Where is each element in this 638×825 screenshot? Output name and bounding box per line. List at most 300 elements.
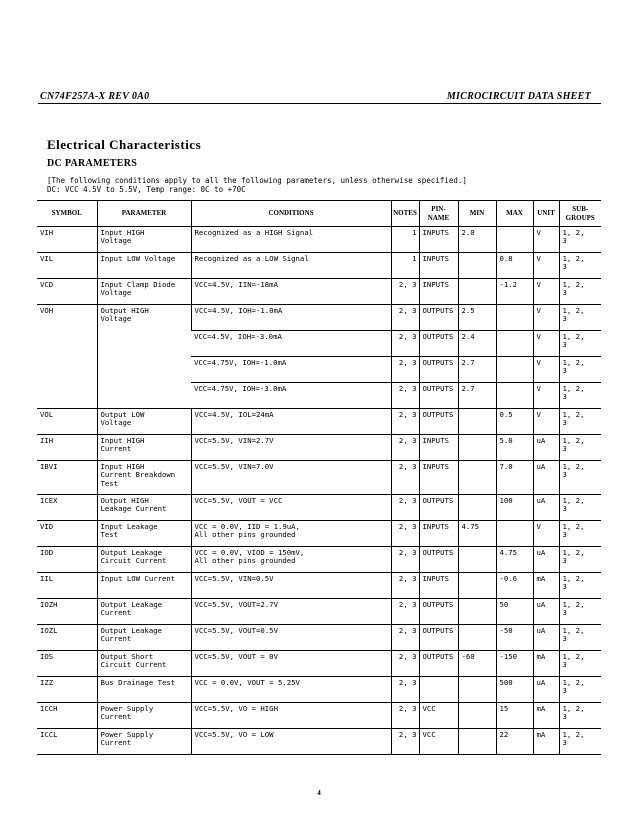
parameter-line-2: Current: [100, 738, 132, 748]
subgroups-line-1: 1, 2,: [562, 280, 585, 289]
subgroups-line-2: 3: [562, 712, 567, 722]
conditions-line-1: VCC=4.5V, IOH=-1.0mA: [194, 306, 283, 315]
cell-subgroups: [559, 599, 601, 625]
parameter-line-2: Current: [100, 634, 132, 644]
cell-max: [496, 495, 533, 521]
cell-notes: [391, 227, 419, 253]
pin-name-text: OUTPUTS: [422, 332, 454, 341]
table-row: [37, 305, 601, 331]
cell-symbol: [37, 521, 97, 547]
parameter-line-2: Current: [100, 444, 132, 454]
cell-pin-name: [419, 227, 458, 253]
cell-unit: [533, 435, 559, 461]
conditions-line-1: VCC = 0.0V, IID = 1.9uA,: [194, 522, 300, 531]
cell-max: [496, 253, 533, 279]
cell-subgroups: [559, 461, 601, 495]
notes-text: 1: [412, 254, 417, 263]
cell-symbol: [37, 703, 97, 729]
subgroups-line-2: 3: [562, 634, 567, 644]
unit-text: V: [536, 522, 541, 531]
cell-parameter: [97, 573, 191, 599]
table-row: [37, 729, 601, 755]
unit-text: mA: [536, 652, 546, 661]
notes-text: 1: [412, 228, 417, 237]
parameter-line-1: Input HIGH: [100, 436, 145, 445]
cell-min: [458, 573, 496, 599]
header-pin-name-line-2: NAME: [427, 213, 450, 222]
cell-unit: [533, 383, 559, 409]
conditions-line-1: VCC = 0.0V, VIOD = 150mV,: [194, 548, 305, 557]
header-max: MAX: [496, 201, 533, 227]
cell-max: [496, 331, 533, 357]
cell-subgroups: [559, 227, 601, 253]
cell-min: [458, 677, 496, 703]
max-text: 5.0: [499, 436, 513, 445]
conditions-line-1: VCC=4.75V, IOH=-3.0mA: [194, 384, 287, 393]
cell-max: [496, 279, 533, 305]
pin-name-text: OUTPUTS: [422, 652, 454, 661]
table-row: [37, 703, 601, 729]
table-row: [37, 461, 601, 495]
symbol-text: IOD: [40, 548, 54, 557]
cell-pin-name: [419, 357, 458, 383]
cell-parameter: [97, 729, 191, 755]
symbol-text: IIL: [40, 574, 54, 583]
cell-parameter: [97, 599, 191, 625]
subgroups-line-1: 1, 2,: [562, 254, 585, 263]
cell-symbol: [37, 253, 97, 279]
min-text: 2.7: [461, 384, 475, 393]
cell-pin-name: [419, 651, 458, 677]
header-unit: UNIT: [533, 201, 559, 227]
parameter-line-1: Input Clamp Diode: [100, 280, 176, 289]
max-text: 15: [499, 704, 509, 713]
table-row: [37, 495, 601, 521]
cell-symbol: [37, 677, 97, 703]
cell-max: [496, 521, 533, 547]
cell-pin-name: [419, 383, 458, 409]
cell-subgroups: [559, 703, 601, 729]
subgroups-line-1: 1, 2,: [562, 410, 585, 419]
cell-parameter: [97, 227, 191, 253]
cell-min: [458, 331, 496, 357]
conditions-line-1: VCC=4.5V, IIN=-18mA: [194, 280, 278, 289]
header-min: MIN: [458, 201, 496, 227]
cell-pin-name: [419, 599, 458, 625]
cell-min: [458, 409, 496, 435]
notes-text: 2, 3: [398, 384, 417, 393]
parameter-line-2: Test: [100, 530, 119, 540]
conditions-line-1: VCC=5.5V, VOUT = 0V: [194, 652, 278, 661]
parameter-line-1: Output HIGH: [100, 496, 149, 505]
cell-pin-name: [419, 573, 458, 599]
cell-unit: [533, 547, 559, 573]
table-row: [37, 521, 601, 547]
pin-name-text: INPUTS: [422, 280, 449, 289]
cell-symbol: [37, 227, 97, 253]
cell-max: [496, 409, 533, 435]
symbol-text: ICEX: [40, 496, 58, 505]
cell-subgroups: [559, 521, 601, 547]
cell-notes: [391, 357, 419, 383]
cell-parameter: [97, 625, 191, 651]
cell-conditions: [191, 495, 391, 521]
symbol-text: IIH: [40, 436, 54, 445]
cell-notes: [391, 625, 419, 651]
cell-min: [458, 703, 496, 729]
cell-unit: [533, 227, 559, 253]
cell-parameter: [97, 495, 191, 521]
unit-text: V: [536, 384, 541, 393]
cell-min: [458, 461, 496, 495]
subgroups-line-1: 1, 2,: [562, 358, 585, 367]
conditions-line-1: Recognized as a HIGH Signal: [194, 228, 314, 237]
cell-pin-name: [419, 677, 458, 703]
pin-name-text: OUTPUTS: [422, 548, 454, 557]
unit-text: V: [536, 332, 541, 341]
subgroups-line-2: 3: [562, 262, 567, 272]
pin-name-text: OUTPUTS: [422, 384, 454, 393]
parameter-line-1: Output Leakage: [100, 548, 163, 557]
pin-name-text: INPUTS: [422, 254, 449, 263]
table-row: [37, 573, 601, 599]
cell-notes: [391, 651, 419, 677]
parameter-line-2: Circuit Current: [100, 556, 167, 566]
pin-name-text: INPUTS: [422, 574, 449, 583]
cell-symbol: [37, 625, 97, 651]
table-row: [37, 435, 601, 461]
max-text: 500: [499, 678, 513, 687]
cell-symbol: [37, 651, 97, 677]
table-row: [37, 599, 601, 625]
cell-pin-name: [419, 305, 458, 331]
cell-max: [496, 729, 533, 755]
parameter-line-1: Power Supply: [100, 704, 154, 713]
table-row: [37, 547, 601, 573]
pin-name-text: OUTPUTS: [422, 410, 454, 419]
header-pin-name-line-1: PIN-: [431, 204, 446, 213]
cell-symbol: [37, 279, 97, 305]
parameter-line-1: Input HIGH: [100, 462, 145, 471]
subgroups-line-1: 1, 2,: [562, 332, 585, 341]
notes-text: 2, 3: [398, 678, 417, 687]
cell-parameter: [97, 279, 191, 305]
symbol-text: VIL: [40, 254, 54, 263]
cell-min: [458, 383, 496, 409]
cell-conditions: [191, 383, 391, 409]
max-text: 0.8: [499, 254, 513, 263]
cell-subgroups: [559, 409, 601, 435]
cell-max: [496, 461, 533, 495]
max-text: -1.2: [499, 280, 518, 289]
cell-conditions: [191, 461, 391, 495]
cell-max: [496, 573, 533, 599]
cell-min: [458, 495, 496, 521]
subgroups-line-1: 1, 2,: [562, 730, 585, 739]
parameter-line-1: Input HIGH: [100, 228, 145, 237]
cell-conditions: [191, 573, 391, 599]
parameter-line-2: Leakage Current: [100, 504, 167, 514]
subgroups-line-2: 3: [562, 470, 567, 480]
symbol-text: IOZH: [40, 600, 58, 609]
pin-name-text: INPUTS: [422, 228, 449, 237]
cell-pin-name: [419, 331, 458, 357]
cell-subgroups: [559, 573, 601, 599]
parameter-line-2: Current: [100, 608, 132, 618]
unit-text: V: [536, 254, 541, 263]
min-text: -60: [461, 652, 475, 661]
cell-unit: [533, 599, 559, 625]
cell-unit: [533, 703, 559, 729]
table-row: [37, 227, 601, 253]
document-header-title: CN74F257A-X REV 0A0: [40, 91, 150, 102]
cell-notes: [391, 521, 419, 547]
subgroups-line-2: 3: [562, 444, 567, 454]
symbol-text: IZZ: [40, 678, 54, 687]
cell-pin-name: [419, 409, 458, 435]
max-text: 22: [499, 730, 509, 739]
notes-text: 2, 3: [398, 600, 417, 609]
cell-unit: [533, 357, 559, 383]
cell-unit: [533, 331, 559, 357]
unit-text: uA: [536, 462, 546, 471]
cell-notes: [391, 383, 419, 409]
cell-subgroups: [559, 253, 601, 279]
cell-min: [458, 625, 496, 651]
header-notes: NOTES: [391, 201, 419, 227]
subgroups-line-2: 3: [562, 418, 567, 428]
cell-pin-name: [419, 625, 458, 651]
cell-min: [458, 521, 496, 547]
cell-pin-name: [419, 703, 458, 729]
min-text: 2.4: [461, 332, 475, 341]
subsection-title: DC PARAMETERS: [47, 158, 138, 169]
symbol-text: ICCL: [40, 730, 58, 739]
dc-parameters-table: [37, 200, 601, 755]
subgroups-line-1: 1, 2,: [562, 652, 585, 661]
cell-unit: [533, 495, 559, 521]
cell-pin-name: [419, 495, 458, 521]
cell-unit: [533, 461, 559, 495]
min-text: 2.7: [461, 358, 475, 367]
cell-min: [458, 227, 496, 253]
parameter-line-1: Input LOW Current: [100, 574, 176, 583]
cell-notes: [391, 279, 419, 305]
cell-max: [496, 651, 533, 677]
pin-name-text: OUTPUTS: [422, 306, 454, 315]
subgroups-line-2: 3: [562, 504, 567, 514]
subgroups-line-1: 1, 2,: [562, 548, 585, 557]
unit-text: uA: [536, 436, 546, 445]
cell-notes: [391, 547, 419, 573]
cell-conditions: [191, 227, 391, 253]
symbol-text: VID: [40, 522, 54, 531]
cell-min: [458, 279, 496, 305]
cell-unit: [533, 573, 559, 599]
conditions-line-1: VCC=4.75V, IOH=-1.0mA: [194, 358, 287, 367]
cell-max: [496, 677, 533, 703]
min-text: 2.0: [461, 228, 475, 237]
pin-name-text: OUTPUTS: [422, 496, 454, 505]
max-text: -150: [499, 652, 518, 661]
cell-max: [496, 547, 533, 573]
subgroups-line-2: 3: [562, 582, 567, 592]
conditions-line-1: VCC=4.5V, IOL=24mA: [194, 410, 274, 419]
page-number: 4: [317, 789, 321, 797]
max-text: 50: [499, 600, 509, 609]
parameter-line-1: Output HIGH: [100, 306, 149, 315]
cell-conditions: [191, 651, 391, 677]
max-text: 100: [499, 496, 513, 505]
pin-name-text: INPUTS: [422, 522, 449, 531]
cell-min: [458, 547, 496, 573]
cell-symbol: [37, 573, 97, 599]
cell-unit: [533, 279, 559, 305]
notes-text: 2, 3: [398, 496, 417, 505]
cell-parameter: [97, 461, 191, 495]
cell-subgroups: [559, 677, 601, 703]
cell-pin-name: [419, 521, 458, 547]
cell-parameter: [97, 547, 191, 573]
cell-parameter: [97, 409, 191, 435]
cell-subgroups: [559, 331, 601, 357]
unit-text: V: [536, 410, 541, 419]
notes-text: 2, 3: [398, 358, 417, 367]
parameter-line-2: Current: [100, 712, 132, 722]
parameter-line-2: Voltage: [100, 236, 132, 246]
subgroups-line-1: 1, 2,: [562, 600, 585, 609]
table-row: [37, 651, 601, 677]
cell-notes: [391, 703, 419, 729]
cell-pin-name: [419, 279, 458, 305]
cell-unit: [533, 625, 559, 651]
cell-max: [496, 599, 533, 625]
cell-max: [496, 227, 533, 253]
subgroups-line-2: 3: [562, 340, 567, 350]
symbol-text: ICCH: [40, 704, 58, 713]
parameter-line-2: Current Breakdown: [100, 470, 176, 480]
cell-pin-name: [419, 547, 458, 573]
cell-parameter: [97, 521, 191, 547]
conditions-line-1: VCC=5.5V, VIN=7.0V: [194, 462, 274, 471]
symbol-text: VCD: [40, 280, 54, 289]
header-conditions: CONDITIONS: [191, 201, 391, 227]
symbol-text: IBVI: [40, 462, 58, 471]
cell-pin-name: [419, 461, 458, 495]
unit-text: uA: [536, 496, 546, 505]
notes-text: 2, 3: [398, 410, 417, 419]
subgroups-line-2: 3: [562, 556, 567, 566]
notes-text: 2, 3: [398, 436, 417, 445]
table-header-row: [37, 201, 601, 227]
subgroups-line-2: 3: [562, 236, 567, 246]
unit-text: V: [536, 358, 541, 367]
subgroups-line-1: 1, 2,: [562, 496, 585, 505]
table-row: [37, 677, 601, 703]
cell-max: [496, 357, 533, 383]
subgroups-line-1: 1, 2,: [562, 704, 585, 713]
notes-text: 2, 3: [398, 626, 417, 635]
cell-conditions: [191, 305, 391, 331]
header-rule: [38, 103, 601, 104]
conditions-line-1: VCC=5.5V, VOUT=0.5V: [194, 626, 278, 635]
cell-subgroups: [559, 495, 601, 521]
cell-min: [458, 729, 496, 755]
cell-symbol: [37, 409, 97, 435]
subgroups-line-2: 3: [562, 530, 567, 540]
subgroups-line-2: 3: [562, 608, 567, 618]
cell-conditions: [191, 547, 391, 573]
subgroups-line-2: 3: [562, 738, 567, 748]
cell-symbol: [37, 547, 97, 573]
pin-name-text: INPUTS: [422, 436, 449, 445]
notes-text: 2, 3: [398, 306, 417, 315]
cell-conditions: [191, 729, 391, 755]
cell-unit: [533, 729, 559, 755]
cell-max: [496, 625, 533, 651]
cell-conditions: [191, 435, 391, 461]
cell-conditions: [191, 279, 391, 305]
cell-conditions: [191, 331, 391, 357]
cell-min: [458, 651, 496, 677]
cell-parameter: [97, 651, 191, 677]
parameter-line-1: Input LOW Voltage: [100, 254, 176, 263]
symbol-text: VIH: [40, 228, 54, 237]
parameter-line-1: Output LOW: [100, 410, 145, 419]
cell-parameter: [97, 703, 191, 729]
cell-conditions: [191, 703, 391, 729]
header-subgroups-line-1: SUB-: [572, 204, 589, 213]
cell-conditions: [191, 625, 391, 651]
cell-subgroups: [559, 305, 601, 331]
header-parameter: PARAMETER: [97, 201, 191, 227]
header-pin-name: [419, 201, 458, 227]
unit-text: V: [536, 280, 541, 289]
max-text: -0.6: [499, 574, 518, 583]
cell-parameter: [97, 305, 191, 409]
parameter-line-1: Output Leakage: [100, 626, 163, 635]
subgroups-line-1: 1, 2,: [562, 574, 585, 583]
pin-name-text: OUTPUTS: [422, 626, 454, 635]
parameter-line-1: Output Leakage: [100, 600, 163, 609]
cell-symbol: [37, 435, 97, 461]
cell-conditions: [191, 521, 391, 547]
conditions-line-1: VCC=5.5V, VOUT = VCC: [194, 496, 283, 505]
conditions-line-1: VCC=5.5V, VO = HIGH: [194, 704, 278, 713]
parameter-line-2: Voltage: [100, 418, 132, 428]
notes-text: 2, 3: [398, 462, 417, 471]
cell-min: [458, 305, 496, 331]
unit-text: uA: [536, 600, 546, 609]
parameter-line-2: Voltage: [100, 288, 132, 298]
cell-min: [458, 599, 496, 625]
conditions-line-1: VCC=5.5V, VO = LOW: [194, 730, 274, 739]
cell-subgroups: [559, 357, 601, 383]
table-row: [37, 253, 601, 279]
cell-max: [496, 305, 533, 331]
header-symbol: SYMBOL: [37, 201, 97, 227]
notes-text: 2, 3: [398, 332, 417, 341]
cell-subgroups: [559, 435, 601, 461]
cell-pin-name: [419, 435, 458, 461]
subgroups-line-2: 3: [562, 660, 567, 670]
subgroups-line-1: 1, 2,: [562, 626, 585, 635]
cell-unit: [533, 521, 559, 547]
subgroups-line-2: 3: [562, 686, 567, 696]
conditions-note-line-1: [The following conditions apply to all the following parameters, unless otherwise specified.]: [47, 176, 467, 185]
cell-notes: [391, 677, 419, 703]
cell-conditions: [191, 677, 391, 703]
